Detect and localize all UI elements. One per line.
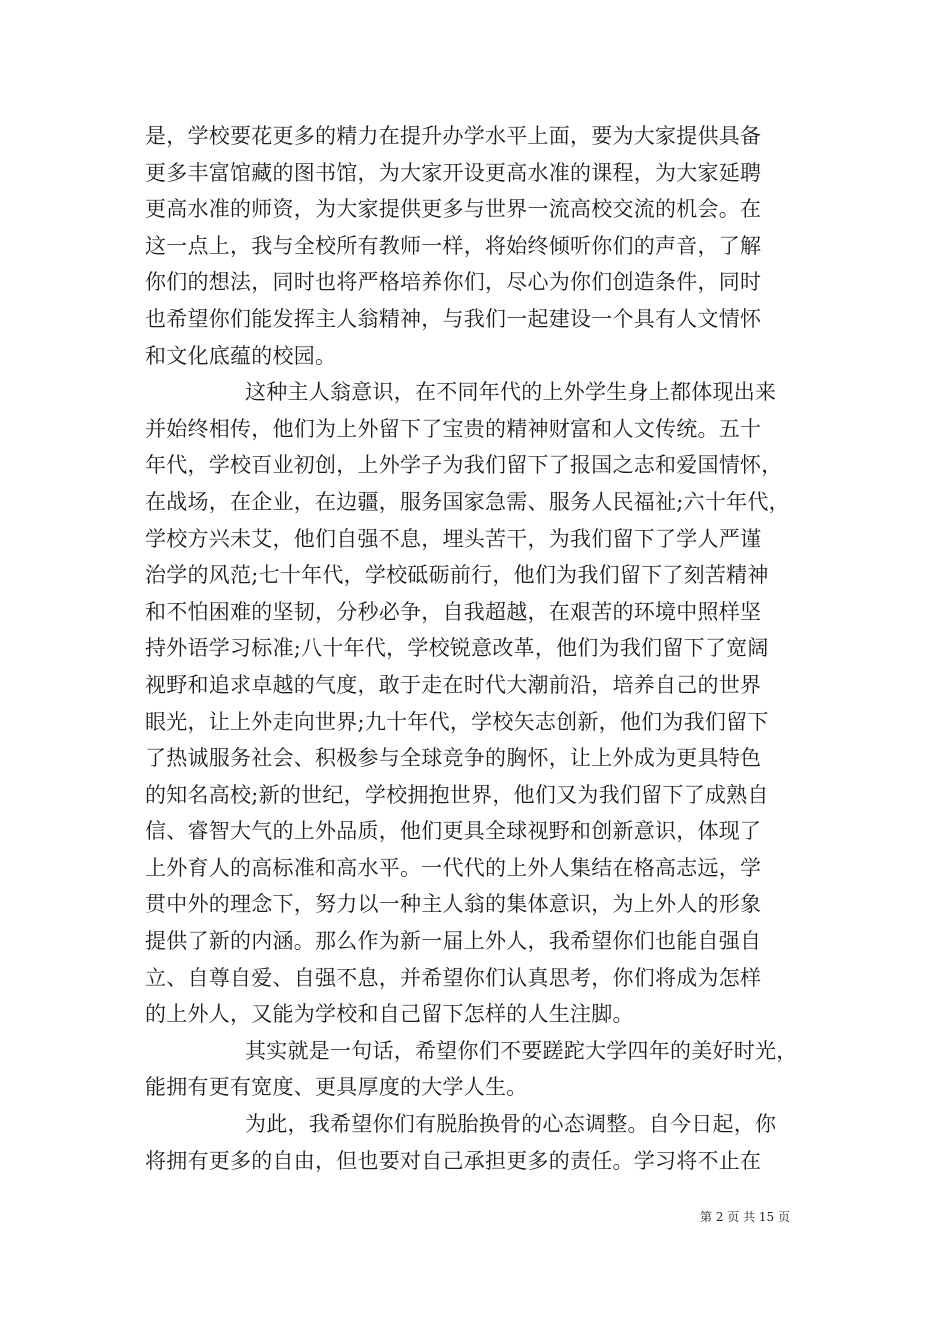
text-line: 是，学校要花更多的精力在提升办学水平上面，要为大家提供具备: [145, 124, 762, 148]
text-line: 信、睿智大气的上外品质，他们更具全球视野和创新意识，体现了: [145, 819, 762, 844]
paragraph: [145, 374, 819, 1033]
text-line: 将拥有更多的自由，但也要对自己承担更多的责任。学习将不止在: [145, 1148, 762, 1173]
text-line: 并始终相传，他们为上外留下了宝贵的精神财富和人文传统。五十: [145, 416, 762, 441]
text-line: 持外语学习标准;八十年代，学校锐意改革，他们为我们留下了宽阔: [145, 636, 769, 661]
text-line: 学校方兴未艾，他们自强不息，埋头苦干，为我们留下了学人严谨: [145, 526, 762, 551]
paragraph: [145, 1106, 819, 1179]
document-body: [145, 118, 819, 1179]
text-line: 眼光，让上外走向世界;九十年代，学校矢志创新，他们为我们留下: [145, 709, 769, 734]
text-line: 你们的想法，同时也将严格培养你们，尽心为你们创造条件，同时: [145, 270, 762, 295]
text-line: 治学的风范;七十年代，学校砥砺前行，他们为我们留下了刻苦精神: [145, 563, 769, 588]
text-line: 和文化底蕴的校园。: [145, 343, 337, 368]
text-line: 其实就是一句话，希望你们不要蹉跎大学四年的美好时光，: [245, 1038, 798, 1063]
text-line: 视野和追求卓越的气度，敢于走在时代大潮前沿，培养自己的世界: [145, 672, 762, 697]
text-line: 能拥有更有宽度、更具厚度的大学人生。: [145, 1075, 528, 1100]
text-line: 上外育人的高标准和高水平。一代代的上外人集结在格高志远，学: [145, 855, 762, 880]
text-line: 在战场，在企业，在边疆，服务国家急需、服务人民福祉;六十年代，: [145, 489, 790, 514]
text-line: 提供了新的内涵。那么作为新一届上外人，我希望你们也能自强自: [145, 929, 762, 954]
text-line: 的上外人，又能为学校和自己留下怎样的人生注脚。: [145, 1002, 634, 1027]
text-line: 和不怕困难的坚韧，分秒必争，自我超越，在艰苦的环境中照样坚: [145, 599, 762, 624]
text-line: 了热诚服务社会、积极参与全球竞争的胸怀，让上外成为更具特色: [145, 746, 762, 771]
page-number: 第 2 页 共 15 页: [700, 1210, 790, 1224]
text-line: 年代，学校百业初创，上外学子为我们留下了报国之志和爱国情怀，: [145, 453, 783, 478]
text-line: 这种主人翁意识，在不同年代的上外学生身上都体现出来: [245, 380, 777, 405]
text-line: 这一点上，我与全校所有教师一样，将始终倾听你们的声音，了解: [145, 233, 762, 258]
paragraph: [145, 1033, 819, 1106]
text-line: 也希望你们能发挥主人翁精神，与我们一起建设一个具有人文情怀: [145, 306, 762, 331]
text-line: 更多丰富馆藏的图书馆，为大家开设更高水准的课程，为大家延聘: [145, 160, 762, 185]
text-line: 贯中外的理念下，努力以一种主人翁的集体意识，为上外人的形象: [145, 892, 762, 917]
text-line: 的知名高校;新的世纪，学校拥抱世界，他们又为我们留下了成熟自: [145, 782, 769, 807]
text-line: 为此，我希望你们有脱胎换骨的心态调整。自今日起，你: [245, 1112, 777, 1137]
text-line: 更高水准的师资，为大家提供更多与世界一流高校交流的机会。在: [145, 197, 762, 222]
text-line: 立、自尊自爱、自强不息，并希望你们认真思考，你们将成为怎样: [145, 965, 762, 990]
paragraph: [145, 118, 819, 374]
